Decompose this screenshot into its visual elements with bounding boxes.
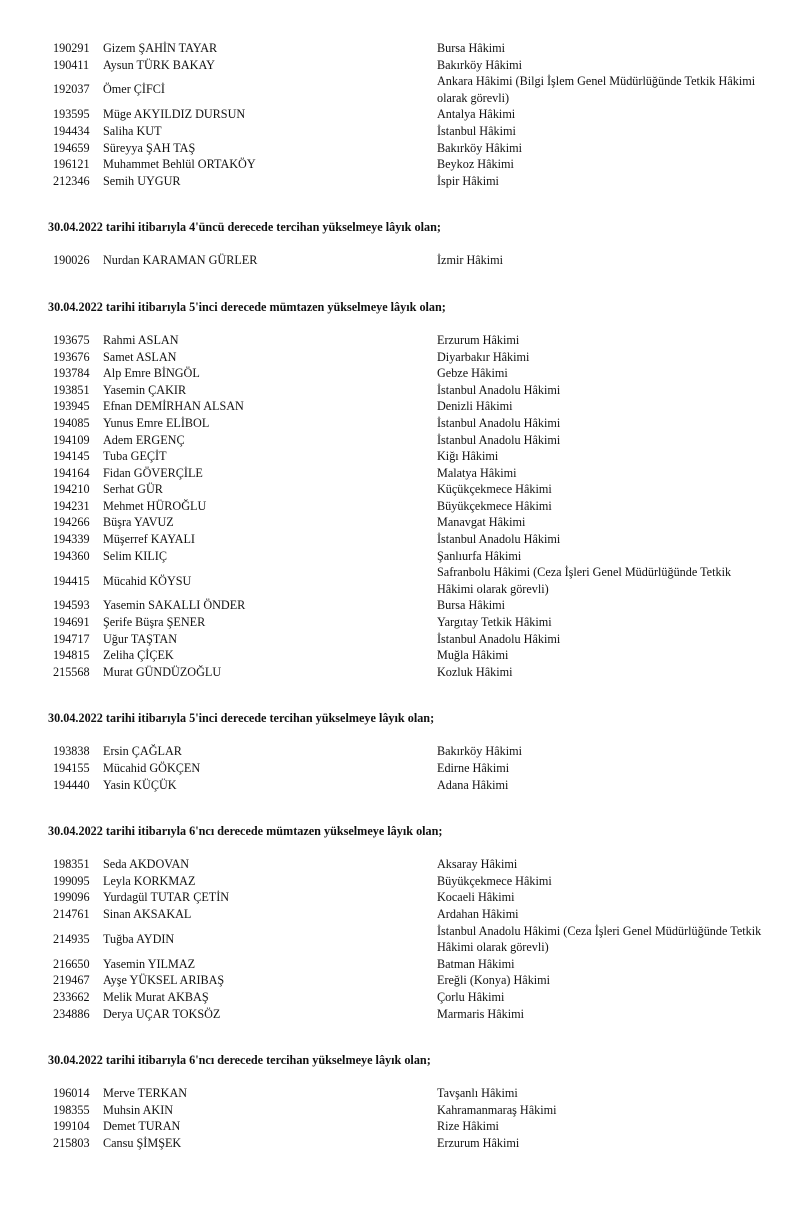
- court-title: Küçükçekmece Hâkimi: [437, 482, 552, 497]
- registry-number: 192037: [53, 82, 90, 97]
- registry-number: 194691: [53, 615, 90, 630]
- judge-name: Yunus Emre ELİBOL: [103, 415, 210, 430]
- judge-name: Rahmi ASLAN: [103, 332, 179, 347]
- registry-number: 219467: [53, 973, 90, 988]
- registry-number: 214761: [53, 906, 90, 921]
- list-item: [0, 448, 798, 465]
- registry-number: 190411: [53, 57, 90, 72]
- registry-number: 193595: [53, 107, 90, 122]
- judge-name: Yasemin ÇAKIR: [103, 382, 187, 397]
- list-item: [0, 923, 798, 956]
- court-title: Beykoz Hâkimi: [437, 157, 514, 172]
- registry-number: 193838: [53, 744, 90, 759]
- court-title: Bursa Hâkimi: [437, 598, 506, 613]
- list-item: [0, 349, 798, 366]
- judge-name: Semih UYGUR: [103, 173, 181, 188]
- list-item: [0, 777, 798, 794]
- list-item: [0, 856, 798, 873]
- list-item: [0, 873, 798, 890]
- court-title: Büyükçekmece Hâkimi: [437, 498, 552, 513]
- list-item: [0, 40, 798, 57]
- judge-name: Derya UÇAR TOKSÖZ: [103, 1006, 221, 1021]
- list-item: [0, 481, 798, 498]
- court-title: Rize Hâkimi: [437, 1119, 499, 1134]
- registry-number: 194815: [53, 648, 90, 663]
- court-title: Denizli Hâkimi: [437, 399, 513, 414]
- registry-number: 199096: [53, 890, 90, 905]
- court-title: İspir Hâkimi: [437, 173, 499, 188]
- registry-number: 194339: [53, 532, 90, 547]
- court-title: Bursa Hâkimi: [437, 41, 506, 55]
- list-item: [0, 332, 798, 349]
- court-title: Adana Hâkimi: [437, 777, 509, 792]
- registry-number: 194434: [53, 123, 90, 138]
- list-item: [0, 156, 798, 173]
- registry-number: 196014: [53, 1086, 90, 1101]
- court-title: Bakırköy Hâkimi: [437, 57, 522, 72]
- judge-name: Şerife Büşra ŞENER: [103, 615, 206, 630]
- registry-number: 194717: [53, 631, 90, 646]
- judge-name: Büşra YAVUZ: [103, 515, 174, 530]
- registry-number: 199095: [53, 873, 90, 888]
- judge-name: Demet TURAN: [103, 1119, 181, 1134]
- court-title: Büyükçekmece Hâkimi: [437, 873, 552, 888]
- court-title: Muğla Hâkimi: [437, 648, 509, 663]
- registry-number: 194231: [53, 498, 90, 513]
- list-item: [0, 73, 798, 106]
- registry-number: 194155: [53, 761, 90, 775]
- list-item: [0, 432, 798, 449]
- list-item: [0, 760, 798, 777]
- registry-number: 193851: [53, 382, 90, 397]
- court-title: Bakırköy Hâkimi: [437, 744, 522, 759]
- registry-number: 193945: [53, 399, 90, 414]
- court-title: Manavgat Hâkimi: [437, 515, 526, 530]
- judge-name: Uğur TAŞTAN: [103, 631, 177, 646]
- registry-number: 198351: [53, 857, 90, 872]
- list-item: [0, 531, 798, 548]
- list-item: [0, 514, 798, 531]
- list-item: [0, 415, 798, 432]
- section: [0, 793, 798, 1022]
- list-item: [0, 972, 798, 989]
- list-item: [0, 564, 798, 597]
- list-item: [0, 123, 798, 140]
- judge-name: Alp Emre BİNGÖL: [103, 366, 200, 381]
- list-item: [0, 465, 798, 482]
- list-item: [0, 614, 798, 631]
- court-title: Gebze Hâkimi: [437, 366, 508, 381]
- judge-name: Merve TERKAN: [103, 1086, 188, 1101]
- judge-name: Süreyya ŞAH TAŞ: [103, 140, 196, 155]
- registry-number: 198355: [53, 1102, 90, 1117]
- judge-name: Müşerref KAYALI: [103, 532, 195, 547]
- section: [0, 680, 798, 793]
- registry-number: 194145: [53, 449, 90, 464]
- court-title: İstanbul Anadolu Hâkimi: [437, 532, 561, 547]
- registry-number: 234886: [53, 1006, 90, 1021]
- registry-number: 233662: [53, 989, 90, 1004]
- court-title: Safranbolu Hâkimi (Ceza İşleri Genel Müdürlüğünde Tetkik Hâkimi olarak görevli): [437, 565, 732, 596]
- list-item: [0, 631, 798, 648]
- registry-number: 194085: [53, 415, 90, 430]
- court-title: İstanbul Anadolu Hâkimi: [437, 432, 561, 447]
- court-title: Şanlıurfa Hâkimi: [437, 548, 522, 563]
- judge-name: Samet ASLAN: [103, 349, 177, 364]
- judge-name: Mücahid KÖYSU: [103, 573, 192, 588]
- list-item: [0, 664, 798, 681]
- registry-number: 216650: [53, 956, 90, 971]
- list-item: [0, 989, 798, 1006]
- registry-number: 193675: [53, 332, 90, 347]
- judge-name: Cansu ŞİMŞEK: [103, 1135, 182, 1150]
- list-item: [0, 57, 798, 74]
- registry-number: 215803: [53, 1135, 90, 1150]
- court-title: İstanbul Anadolu Hâkimi (Ceza İşleri Genel Müdürlüğünde Tetkik Hâkimi olarak görevli): [437, 923, 762, 955]
- section-heading: 30.04.2022 tarihi itibarıyla 5'inci derecede mümtazen yükselmeye lâyık olan;: [48, 299, 446, 314]
- registry-number: 190291: [53, 41, 90, 55]
- registry-number: 193676: [53, 349, 90, 364]
- judge-name: Tuba GEÇİT: [103, 449, 167, 464]
- judge-name: Leyla KORKMAZ: [103, 873, 196, 888]
- section: [0, 269, 798, 680]
- list-item: [0, 647, 798, 664]
- judge-name: Mehmet HÜROĞLU: [103, 498, 207, 513]
- list-item: [0, 365, 798, 382]
- court-title: Edirne Hâkimi: [437, 761, 510, 775]
- document-page: [0, 40, 798, 1152]
- court-title: İzmir Hâkimi: [437, 253, 503, 268]
- judge-name: Yasemin YILMAZ: [103, 956, 196, 971]
- judge-name: Adem ERGENÇ: [103, 432, 185, 447]
- list-item: [0, 382, 798, 399]
- registry-number: 190026: [53, 253, 90, 268]
- court-title: İstanbul Anadolu Hâkimi: [437, 415, 561, 430]
- section: [0, 189, 798, 269]
- section: [0, 1022, 798, 1151]
- registry-number: 194164: [53, 465, 90, 480]
- judge-name: Fidan GÖVERÇİLE: [103, 465, 203, 480]
- court-title: Kozluk Hâkimi: [437, 664, 513, 679]
- judge-name: Muhammet Behlül ORTAKÖY: [103, 157, 256, 172]
- list-item: [0, 956, 798, 973]
- section-heading: 30.04.2022 tarihi itibarıyla 4'üncü derecede tercihan yükselmeye lâyık olan;: [48, 220, 441, 235]
- registry-number: 194360: [53, 548, 90, 563]
- list-item: [0, 1118, 798, 1135]
- list-item: [0, 140, 798, 157]
- list-item: [0, 548, 798, 565]
- judge-name: Tuğba AYDIN: [103, 931, 175, 946]
- judge-name: Yasemin SAKALLI ÖNDER: [103, 598, 246, 613]
- list-item: [0, 1135, 798, 1152]
- court-title: Diyarbakır Hâkimi: [437, 349, 530, 364]
- registry-number: 212346: [53, 173, 90, 188]
- registry-number: 194415: [53, 573, 90, 588]
- section-heading: 30.04.2022 tarihi itibarıyla 6'ncı derecede tercihan yükselmeye lâyık olan;: [48, 1053, 431, 1068]
- court-title: Batman Hâkimi: [437, 956, 515, 971]
- list-item: [0, 1006, 798, 1023]
- list-item: [0, 597, 798, 614]
- registry-number: 193784: [53, 366, 90, 381]
- section-heading: 30.04.2022 tarihi itibarıyla 6'ncı derecede mümtazen yükselmeye lâyık olan;: [48, 824, 443, 839]
- judge-name: Ersin ÇAĞLAR: [103, 744, 182, 759]
- list-item: [0, 252, 798, 269]
- registry-number: 194210: [53, 482, 90, 497]
- registry-number: 194266: [53, 515, 90, 530]
- judge-name: Murat GÜNDÜZOĞLU: [103, 664, 222, 679]
- court-title: Erzurum Hâkimi: [437, 1135, 520, 1150]
- court-title: İstanbul Hâkimi: [437, 123, 516, 138]
- court-title: Ereğli (Konya) Hâkimi: [437, 973, 551, 988]
- list-item: [0, 106, 798, 123]
- judge-name: Seda AKDOVAN: [103, 857, 190, 872]
- registry-number: 194109: [53, 432, 90, 447]
- list-item: [0, 1102, 798, 1119]
- registry-number: 194440: [53, 777, 90, 792]
- court-title: Ankara Hâkimi (Bilgi İşlem Genel Müdürlüğünde Tetkik Hâkimi olarak görevli): [437, 74, 756, 105]
- list-item: [0, 889, 798, 906]
- court-title: Kocaeli Hâkimi: [437, 890, 515, 905]
- list-item: [0, 906, 798, 923]
- judge-name: Yasin KÜÇÜK: [103, 777, 177, 792]
- judge-name: Efnan DEMİRHAN ALSAN: [103, 399, 244, 414]
- court-title: İstanbul Anadolu Hâkimi: [437, 382, 561, 397]
- judge-name: Gizem ŞAHİN TAYAR: [103, 41, 218, 55]
- court-title: Tavşanlı Hâkimi: [437, 1086, 518, 1101]
- judge-name: Selim KILIÇ: [103, 548, 167, 563]
- court-title: Yargıtay Tetkik Hâkimi: [437, 615, 552, 630]
- court-title: Kiğı Hâkimi: [437, 449, 499, 464]
- registry-number: 194593: [53, 598, 90, 613]
- court-title: Marmaris Hâkimi: [437, 1006, 524, 1021]
- registry-number: 199104: [53, 1119, 90, 1134]
- judge-name: Ayşe YÜKSEL ARIBAŞ: [103, 973, 225, 988]
- registry-number: 194659: [53, 140, 90, 155]
- judge-name: Mücahid GÖKÇEN: [103, 761, 201, 775]
- registry-number: 214935: [53, 931, 90, 946]
- list-item: [0, 743, 798, 760]
- judge-name: Muhsin AKIN: [103, 1102, 174, 1117]
- court-title: Kahramanmaraş Hâkimi: [437, 1102, 557, 1117]
- judge-name: Ömer ÇİFCİ: [103, 82, 165, 97]
- judge-name: Melik Murat AKBAŞ: [103, 989, 209, 1004]
- judge-name: Saliha KUT: [103, 123, 162, 138]
- judge-name: Nurdan KARAMAN GÜRLER: [103, 253, 258, 268]
- judge-name: Sinan AKSAKAL: [103, 906, 192, 921]
- court-title: Malatya Hâkimi: [437, 465, 517, 480]
- judge-name: Zeliha ÇİÇEK: [103, 648, 174, 663]
- registry-number: 196121: [53, 157, 90, 172]
- court-title: Aksaray Hâkimi: [437, 857, 518, 872]
- court-title: Çorlu Hâkimi: [437, 989, 505, 1004]
- list-item: [0, 173, 798, 190]
- list-item: [0, 1085, 798, 1102]
- section-heading: 30.04.2022 tarihi itibarıyla 5'inci derecede tercihan yükselmeye lâyık olan;: [48, 711, 435, 726]
- registry-number: 215568: [53, 664, 90, 679]
- section: [0, 40, 798, 189]
- court-title: Ardahan Hâkimi: [437, 906, 519, 921]
- list-item: [0, 498, 798, 515]
- judge-name: Serhat GÜR: [103, 482, 163, 497]
- court-title: Erzurum Hâkimi: [437, 332, 520, 347]
- judge-name: Müge AKYILDIZ DURSUN: [103, 107, 246, 122]
- judge-name: Aysun TÜRK BAKAY: [103, 57, 215, 72]
- court-title: Bakırköy Hâkimi: [437, 140, 522, 155]
- court-title: İstanbul Anadolu Hâkimi: [437, 631, 561, 646]
- list-item: [0, 398, 798, 415]
- judge-name: Yurdagül TUTAR ÇETİN: [103, 890, 230, 905]
- court-title: Antalya Hâkimi: [437, 107, 516, 122]
